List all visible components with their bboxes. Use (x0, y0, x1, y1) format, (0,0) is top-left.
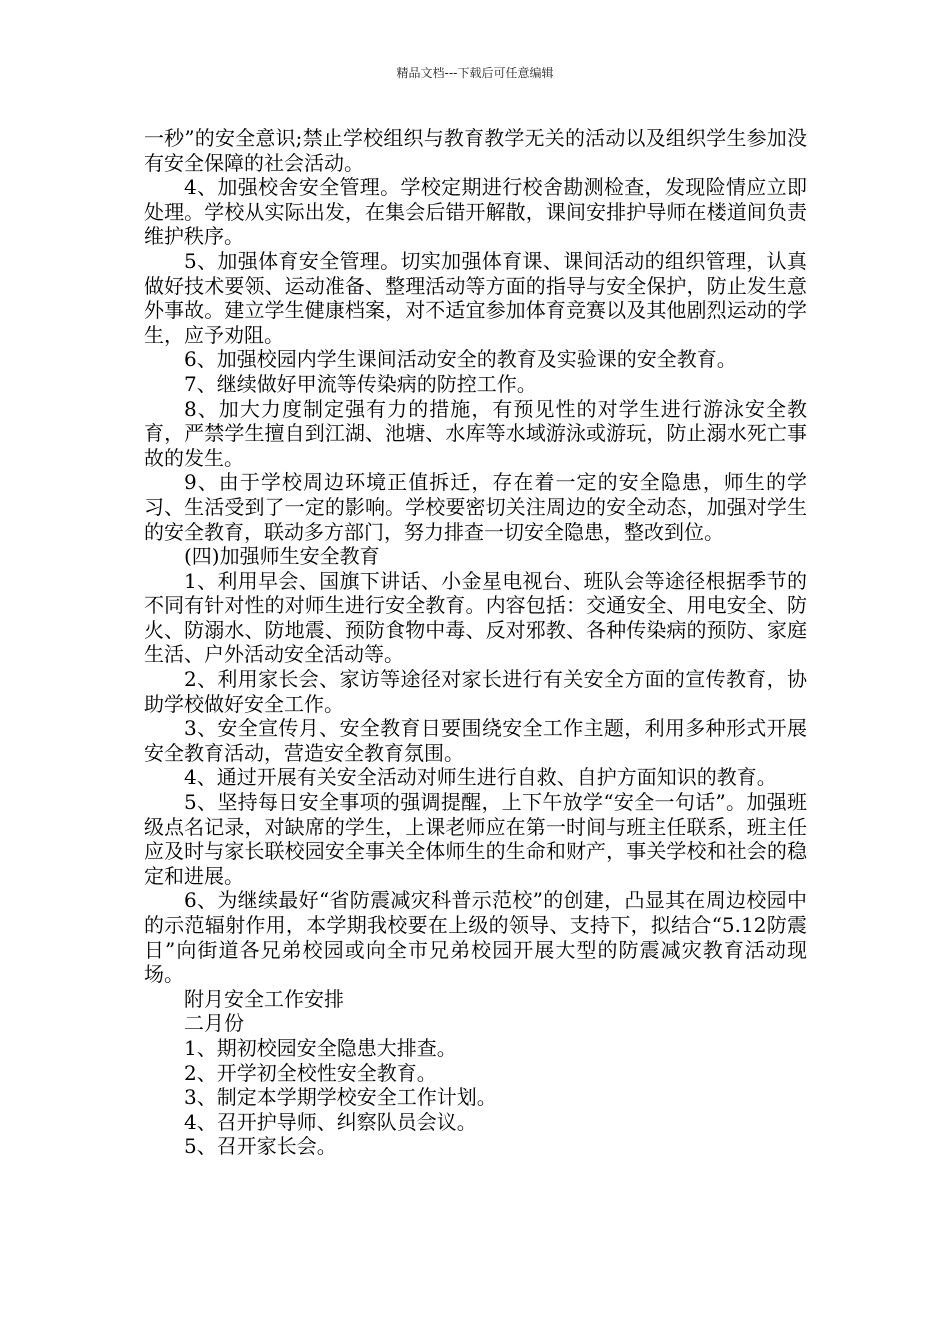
document-body (144, 126, 807, 1159)
paragraph-3: 6、加强校园内学生课间活动安全的教育及实验课的安全教育。 (184, 347, 737, 372)
section-heading: (四)加强师生安全教育 (184, 544, 380, 569)
list-item: 4、召开护导师、纠察队员会议。 (184, 1109, 477, 1134)
paragraph-12: 5、坚持每日安全事项的强调提醒，上下午放学“安全一句话”。加强班级点名记录，对缺席的学生，上课老师应在第一时间与班主任联系，班主任应及时与家长联校园安全事关全体师生的生命和财产，事关学校和社会的稳定和进展。 (144, 790, 807, 888)
list-item: 3、制定本学期学校安全工作计划。 (184, 1085, 497, 1110)
appendix-title: 附月安全工作安排 (184, 986, 344, 1011)
paragraph-13: 6、为继续最好“省防震减灾科普示范校”的创建，凸显其在周边校园中的示范辐射作用，本学期我校要在上级的领导、支持下，拟结合“5.12防震日”向街道各兄弟校园或向全市兄弟校园开展大型的防震减灾教育活动现场。 (144, 888, 807, 987)
paragraph-9: 2、利用家长会、家访等途径对家长进行有关安全方面的宣传教育，协助学校做好安全工作。 (144, 667, 807, 716)
list-item: 5、召开家长会。 (184, 1134, 337, 1159)
paragraph-10: 3、安全宣传月、安全教育日要围绕安全工作主题，利用多种形式开展安全教育活动，营造安全教育氛围。 (144, 716, 807, 765)
paragraph-0: 一秒”的安全意识;禁止学校组织与教育教学无关的活动以及组织学生参加没有安全保障的社会活动。 (144, 126, 807, 175)
page-header: 精品文档---下载后可任意编辑 (396, 66, 554, 80)
list-item: 2、开学初全校性安全教育。 (184, 1060, 437, 1085)
paragraph-1: 4、加强校舍安全管理。学校定期进行校舍勘测检查，发现险情应立即处理。学校从实际出发，在集会后错开解散，课间安排护导师在楼道间负责维护秩序。 (144, 175, 807, 249)
month-label: 二月份 (184, 1011, 244, 1036)
list-item: 1、期初校园安全隐患大排查。 (184, 1035, 457, 1060)
paragraph-2: 5、加强体育安全管理。切实加强体育课、课间活动的组织管理，认真做好技术要领、运动准备、整理活动等方面的指导与安全保护，防止发生意外事故。建立学生健康档案，对不适宜参加体育竞赛以及其他剧烈运动的学生，应予劝阻。 (144, 248, 807, 347)
paragraph-6: 9、由于学校周边环境正值拆迁，存在着一定的安全隐患，师生的学习、生活受到了一定的影响。学校要密切关注周边的安全动态，加强对学生的安全教育，联动多方部门，努力排查一切安全隐患，整改到位。 (144, 470, 807, 544)
paragraph-5: 8、加大力度制定强有力的措施，有预见性的对学生进行游泳安全教育，严禁学生擅自到江湖、池塘、水库等水域游泳或游玩，防止溺水死亡事故的发生。 (144, 396, 807, 470)
paragraph-8: 1、利用早会、国旗下讲话、小金星电视台、班队会等途径根据季节的不同有针对性的对师生进行安全教育。内容包括：交通安全、用电安全、防火、防溺水、防地震、预防食物中毒、反对邪教、各种传染病的预防、家庭生活、户外活动安全活动等。 (144, 568, 807, 667)
paragraph-11: 4、通过开展有关安全活动对师生进行自救、自护方面知识的教育。 (184, 765, 777, 790)
paragraph-4: 7、继续做好甲流等传染病的防控工作。 (184, 371, 537, 396)
